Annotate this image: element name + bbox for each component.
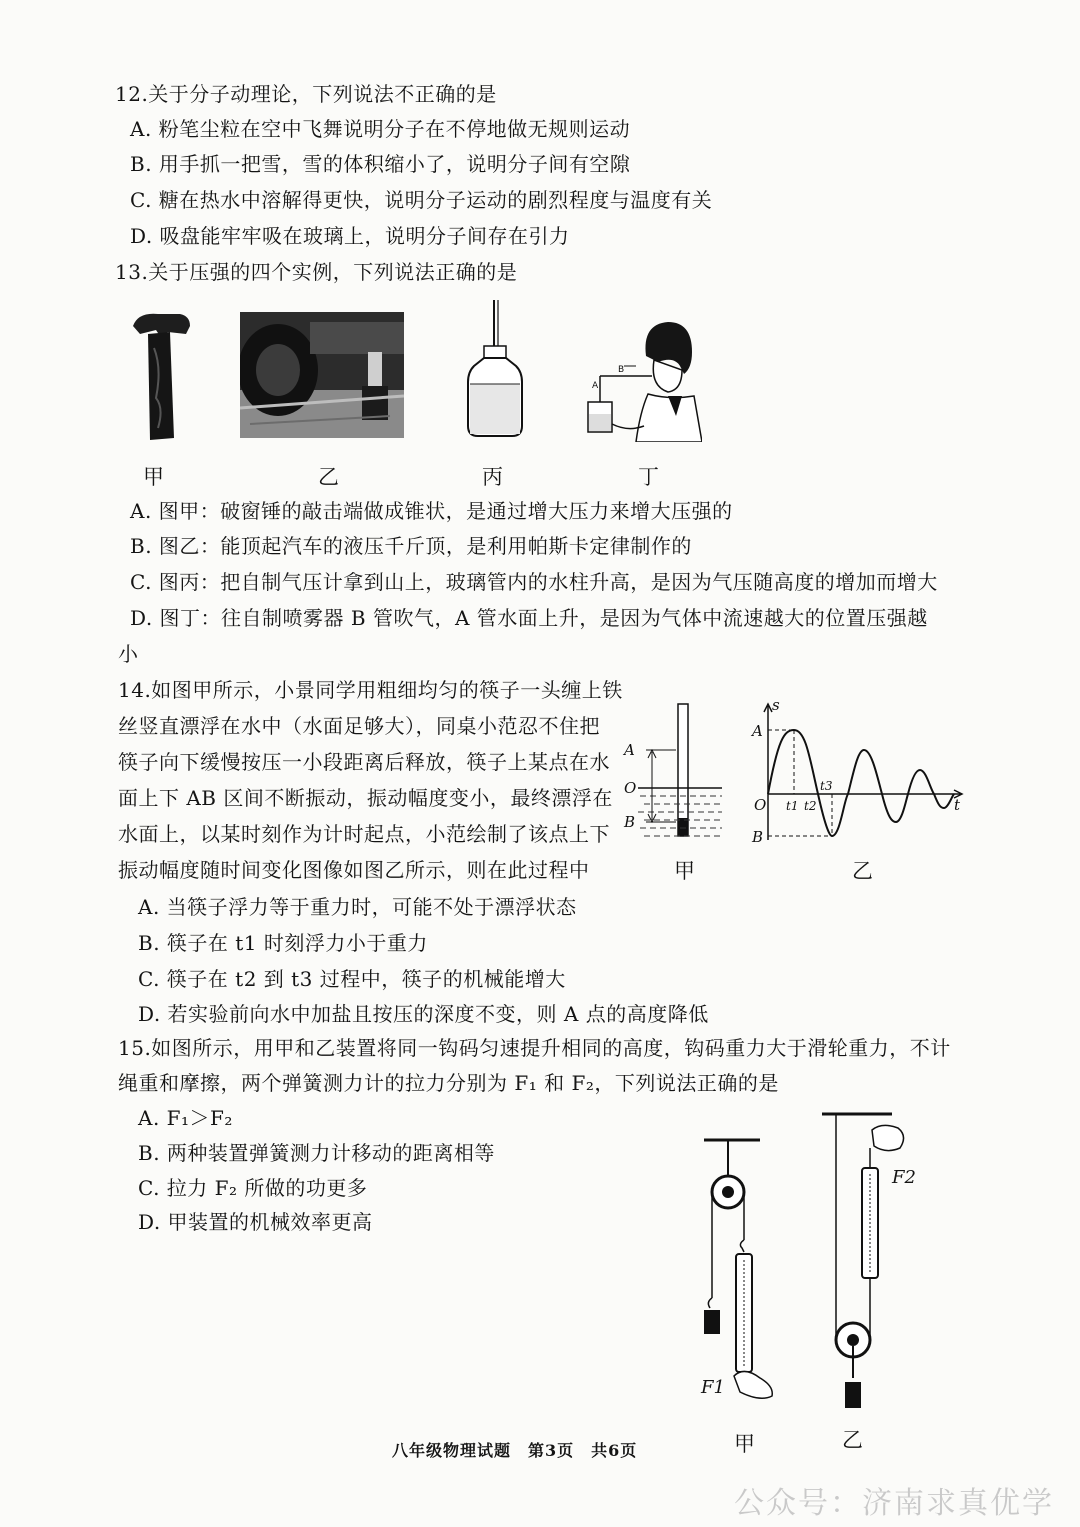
watermark: 公众号：济南求真优学 <box>734 1486 1054 1521</box>
q15-stem-line-1: 15.如图所示，用甲和乙装置将同一钩码匀速提升相同的高度，钩码重力大于滑轮重力，不计 <box>118 1036 951 1060</box>
q14-caption-yi: 乙 <box>852 859 873 883</box>
q15-option-a: A. F₁＞F₂ <box>138 1106 233 1130</box>
force-label-f2: F2 <box>892 1167 916 1188</box>
fig-jia-label-b: B <box>624 813 636 831</box>
q14-option-b: B. 筷子在 t1 时刻浮力小于重力 <box>138 931 428 955</box>
sprayer-blowing-figure <box>584 316 702 442</box>
q13-caption-jia: 甲 <box>143 465 164 489</box>
q12-option-a: A. 粉笔尘粒在空中飞舞说明分子在不停地做无规则运动 <box>130 117 631 141</box>
q15-caption-yi: 乙 <box>842 1428 863 1452</box>
fig-yi-label-t1: t1 <box>786 799 799 813</box>
q12-option-c: C. 糖在热水中溶解得更快，说明分子运动的剧烈程度与温度有关 <box>130 188 713 212</box>
q14-stem-line-5: 水面上，以某时刻作为计时起点，小范绘制了该点上下 <box>118 822 610 846</box>
movable-pulley-figure <box>820 1108 930 1418</box>
fig-yi-label-s: s <box>772 700 780 714</box>
q13-caption-ding: 丁 <box>638 465 659 489</box>
q13-caption-yi: 乙 <box>318 465 339 489</box>
fig-yi-label-b: B <box>752 828 764 846</box>
page-footer: 八年级物理试题 第3页 共6页 <box>392 1441 638 1460</box>
q14-stem-line-1: 14.如图甲所示，小景同学用粗细均匀的筷子一头缠上铁 <box>118 678 623 702</box>
svg-text:B: B <box>618 365 625 375</box>
q14-stem-line-2: 丝竖直漂浮在水中（水面足够大），同桌小范忍不住把 <box>118 714 600 738</box>
hydraulic-jack-figure <box>240 312 404 438</box>
fig-yi-label-t: t <box>954 796 961 814</box>
q15-stem-line-2: 绳重和摩擦，两个弹簧测力计的拉力分别为 F₁ 和 F₂，下列说法正确的是 <box>118 1071 779 1095</box>
q12-option-d: D. 吸盘能牢牢吸在玻璃上，说明分子间存在引力 <box>130 224 570 248</box>
chopstick-floating-figure <box>618 700 728 850</box>
fig-jia-label-a: A <box>624 741 635 759</box>
homemade-barometer-figure <box>462 300 526 440</box>
q14-option-c: C. 筷子在 t2 到 t3 过程中，筷子的机械能增大 <box>138 967 566 991</box>
q13-stem: 13.关于压强的四个实例，下列说法正确的是 <box>115 260 518 284</box>
glass-breaker-hammer-figure <box>128 308 198 443</box>
fig-jia-label-o: O <box>624 779 637 797</box>
q14-option-a: A. 当筷子浮力等于重力时，可能不处于漂浮状态 <box>138 895 577 919</box>
q12-option-b: B. 用手抓一把雪，雪的体积缩小了，说明分子间有空隙 <box>130 152 631 176</box>
svg-text:A: A <box>592 381 599 391</box>
fig-yi-label-t3: t3 <box>820 779 833 793</box>
q14-option-d: D. 若实验前向水中加盐且按压的深度不变，则 A 点的高度降低 <box>138 1002 709 1026</box>
fig-yi-label-t2: t2 <box>804 799 817 813</box>
q15-caption-jia: 甲 <box>734 1432 755 1456</box>
q13-option-b: B. 图乙：能顶起汽车的液压千斤顶，是利用帕斯卡定律制作的 <box>130 534 692 558</box>
q15-option-c: C. 拉力 F₂ 所做的功更多 <box>138 1176 368 1200</box>
fig-yi-label-o: O <box>754 796 767 814</box>
q14-caption-jia: 甲 <box>674 859 695 883</box>
q13-option-a: A. 图甲：破窗锤的敲击端做成锥状，是通过增大压力来增大压强的 <box>130 499 733 523</box>
force-label-f1: F1 <box>701 1377 725 1398</box>
q13-option-d: D. 图丁：往自制喷雾器 B 管吹气，A 管水面上升，是因为气体中流速越大的位置压强越 <box>130 606 928 630</box>
oscillation-graph-figure <box>748 700 978 850</box>
q14-stem-line-4: 面上下 AB 区间不断振动，振动幅度变小，最终漂浮在 <box>118 786 613 810</box>
q13-option-c: C. 图丙：把自制气压计拿到山上，玻璃管内的水柱升高，是因为气压随高度的增加而增大 <box>130 570 938 594</box>
q14-stem-line-6: 振动幅度随时间变化图像如图乙所示，则在此过程中 <box>118 858 590 882</box>
q13-option-d-continued: 小 <box>118 642 139 666</box>
q12-stem: 12.关于分子动理论，下列说法不正确的是 <box>115 82 497 106</box>
q14-stem-line-3: 筷子向下缓慢按压一小段距离后释放，筷子上某点在水 <box>118 750 610 774</box>
q15-option-b: B. 两种装置弹簧测力计移动的距离相等 <box>138 1141 495 1165</box>
q13-caption-bing: 丙 <box>482 465 503 489</box>
q15-option-d: D. 甲装置的机械效率更高 <box>138 1210 373 1234</box>
fig-yi-label-a: A <box>752 722 763 740</box>
